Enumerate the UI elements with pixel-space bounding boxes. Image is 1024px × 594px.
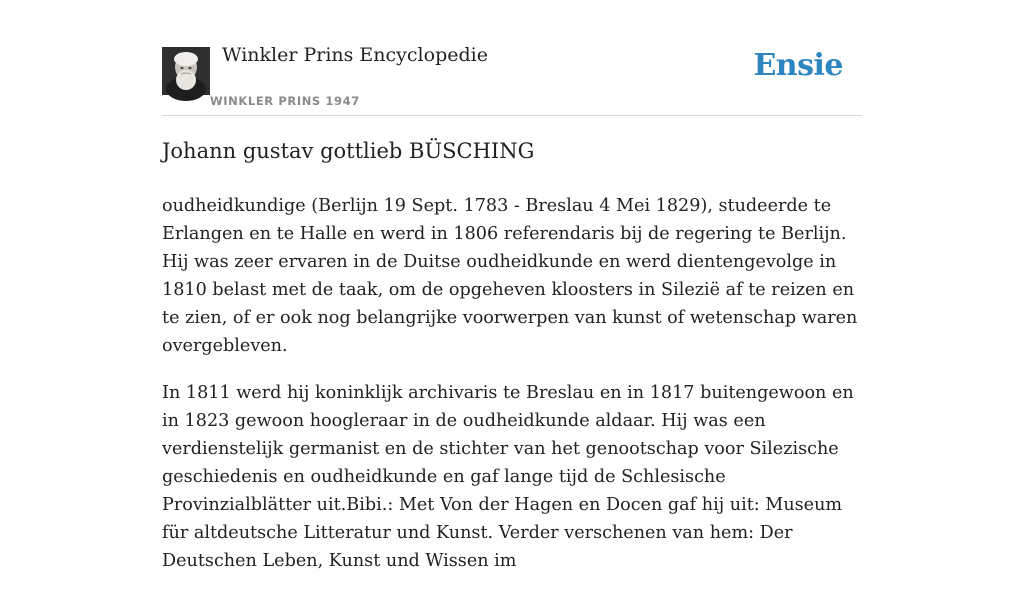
portrait-image [162,47,210,95]
source-avatar[interactable] [162,47,210,95]
article-title: Johann gustav gottlieb BÜSCHING [162,139,535,163]
source-edition: WINKLER PRINS 1947 [210,94,360,108]
article-paragraph: In 1811 werd hij koninklijk archivaris te Breslau en in 1817 buitengewoon en in 1823 gewoon hoogleraar in de oudheidkunde aldaar. Hij was een verdienstelijk germanist en de stichter van het genootschap voor Silezische geschiedenis en oudheidkunde en gaf lange tijd de Schlesische Provinzialblätter uit.Bibi.: Met Von der Hagen en Docen gaf hij uit: Museum für altdeutsche Litteratur und Kunst. Verder verschenen van hem: Der Deutschen Leben, Kunst und Wissen im [162,383,854,571]
header-divider [162,115,862,116]
source-header [162,0,862,116]
article-paragraph: oudheidkundige (Berlijn 19 Sept. 1783 - Breslau 4 Mei 1829), studeerde te Erlangen en te Halle en werd in 1806 referendaris bij de regering te Berlijn. Hij was zeer ervaren in de Duitse oudheidkunde en werd dientengevolge in 1810 belast met de taak, om de opgeheven kloosters in Silezië af te reizen en te zien, of er ook nog belangrijke voorwerpen van kunst of wetenschap waren overgebleven. [162,196,858,356]
source-title-link[interactable]: Winkler Prins Encyclopedie [222,44,488,66]
ensie-logo[interactable]: Ensie [753,48,843,83]
article-body [162,192,864,594]
